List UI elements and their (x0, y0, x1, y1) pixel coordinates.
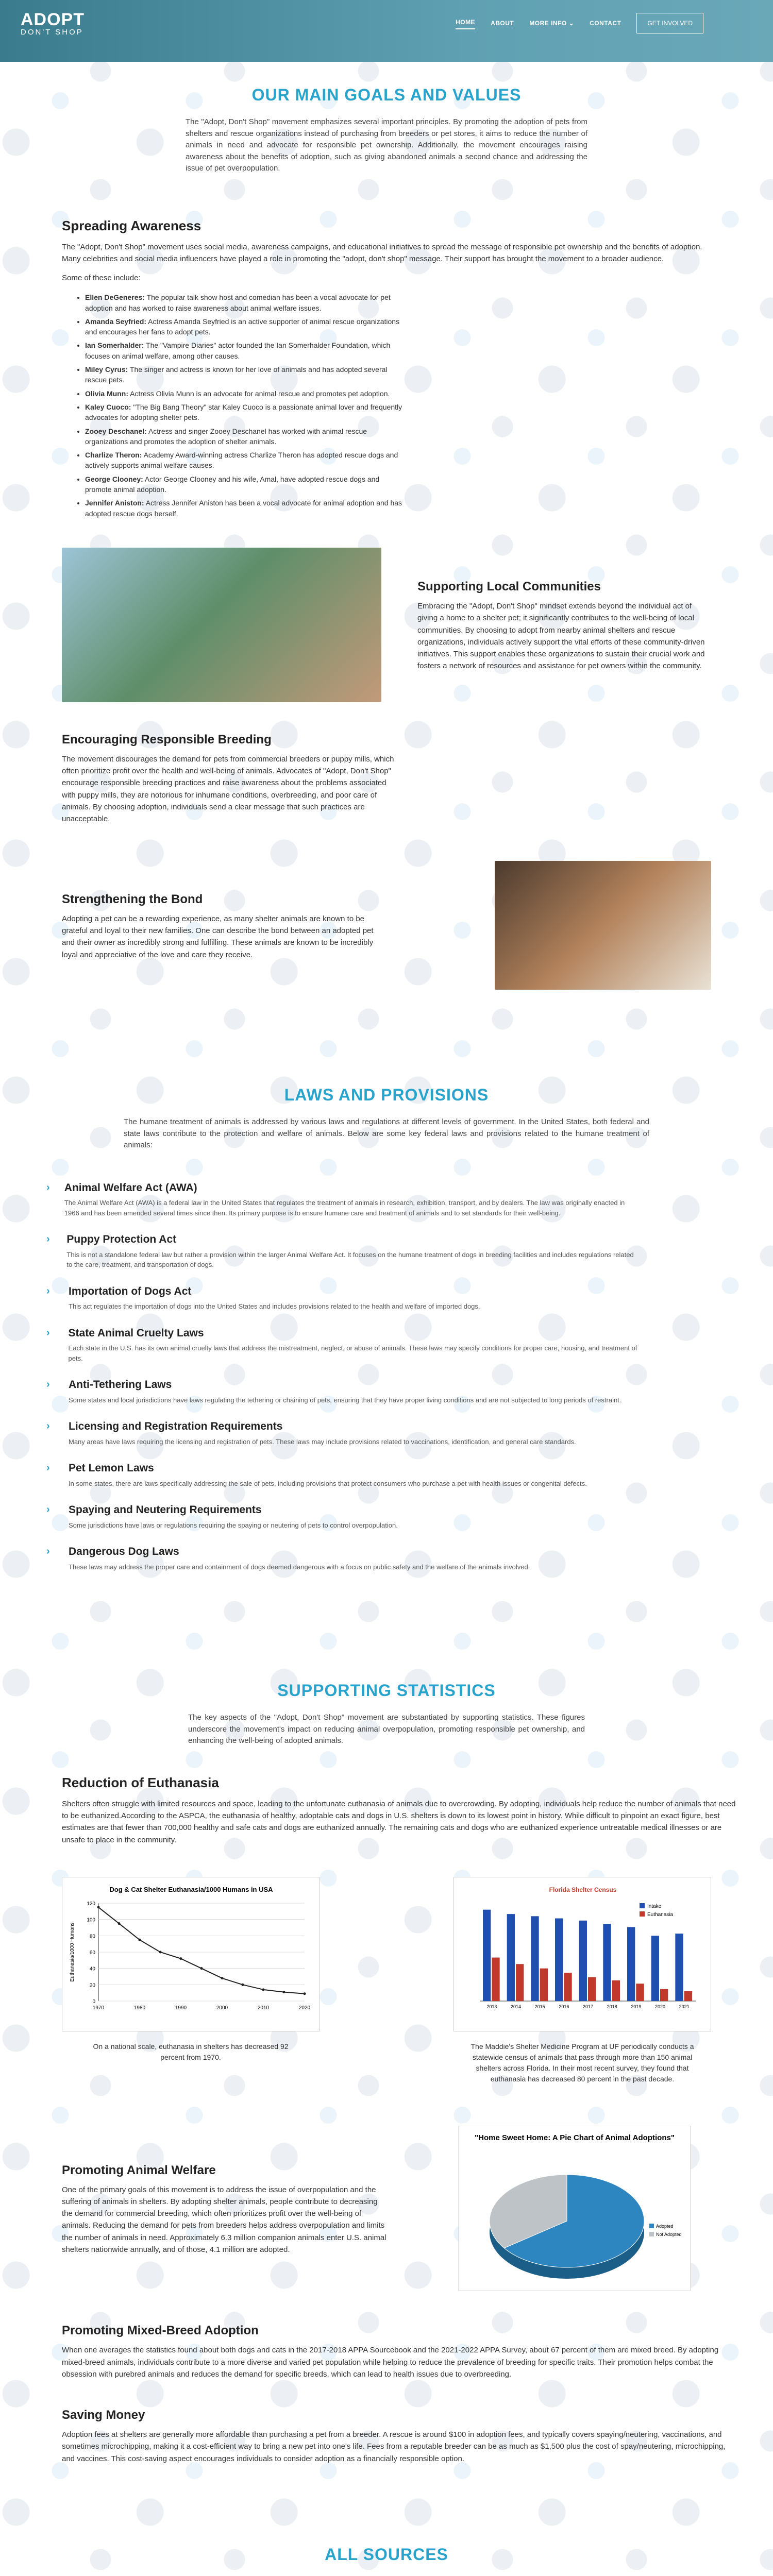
law-item (46, 1544, 639, 1572)
celebrity-text: Actress Amanda Seyfried is an active supporter of animal rescue organizations and encourages her fans to adopt pets. (85, 317, 400, 336)
data-point (180, 1957, 182, 1960)
law-text: The Animal Welfare Act (AWA) is a federal law in the United States that regulates the treatment of animals in research, exhibition, transport, and by dealers. The law was originally enacted in 1966 and has been amended several times since then. Its primary purpose is to ensure humane care and treatment of animals and to set standards for their well-being. (64, 1199, 625, 1217)
law-item (46, 1418, 639, 1447)
law-title: Puppy Protection Act (66, 1233, 177, 1246)
legend-label: Adopted (656, 2224, 674, 2229)
chevron-right-icon: › (46, 1285, 50, 1297)
laws-title: LAWS AND PROVISIONS (284, 1086, 489, 1105)
celebrity-name: Kaley Cuoco: (85, 402, 131, 411)
y-tick-label: 120 (87, 1901, 95, 1907)
x-tick-label: 2017 (582, 2004, 594, 2009)
legend-swatch (649, 2232, 654, 2236)
bar (636, 1984, 644, 2001)
celebrity-item (85, 292, 405, 313)
laws-list (0, 1151, 773, 1572)
y-tick-label: 40 (89, 1966, 95, 1972)
x-tick-label: 2019 (631, 2004, 642, 2009)
money-body: Adoption fees at shelters are generally more affordable than purchasing a pet from a breeder. A rescue is around $100 in adoption fees, and typically covers spaying/neutering, vaccinations, and sometimes microchipping, making it a cost-efficient way to bring a new pet into one's life. Fees from a reputable breeder can be as much as $1,500 plus the cost of spay/neutering, microchipping, and vaccines. This cost-saving aspect encourages individuals to consider adoption as a financially responsible option. (62, 2430, 726, 2463)
law-item (46, 1377, 639, 1405)
y-tick-label: 100 (87, 1917, 95, 1923)
celebrity-name: Charlize Theron: (85, 451, 142, 460)
data-point (262, 1988, 265, 1991)
awareness-section (31, 175, 742, 519)
celebrity-name: George Clooney: (85, 474, 143, 483)
celebrity-item (85, 426, 405, 447)
laws-intro: The humane treatment of animals is addressed by various laws and regulations at different levels of government. In the United States, both federal and state laws contribute to the protection and welfare of animals. Below are some key federal laws and provisions related to the humane treatment of animals: (124, 1117, 649, 1150)
chevron-right-icon: › (46, 1504, 50, 1516)
chevron-right-icon: › (46, 1462, 50, 1474)
pie-chart-title: "Home Sweet Home: A Pie Chart of Animal Adoptions" (475, 2133, 675, 2143)
celebrity-name: Ian Somerhalder: (85, 341, 144, 350)
law-title: State Animal Cruelty Laws (68, 1327, 204, 1339)
welfare-body: One of the primary goals of this movement is to address the issue of overpopulation and the suffering of animals in shelters. By adopting shelter animals, people contribute to decreasing the demand for commercial breeding, which often prioritizes profit over the well-being of animals. Reducing the demand for pets from breeders helps address overpopulation and limits the number of animals in need. Approximately 6.3 million companion animals enter U.S. animal shelters nationwide annually, and of those, 4.1 million are adopted. (62, 2185, 386, 2254)
sources-section (31, 2567, 742, 2576)
celebrity-name: Ellen DeGeneres: (85, 293, 145, 302)
stats-intro: The key aspects of the "Adopt, Don't Shop" movement are substantiated by supporting statistics. These figures underscore the movement's impact on reducing animal overpopulation, promoting responsible pet ownership, and enhancing the well-being of adopted animals. (188, 1713, 585, 1745)
x-tick-label: 2020 (298, 2005, 311, 2011)
bar (627, 1927, 635, 2001)
breeding-title: Encouraging Responsible Breeding (62, 732, 272, 747)
data-point (139, 1939, 141, 1941)
mixed-section (31, 2291, 742, 2380)
celebrity-text: Academy Award-winning actress Charlize Theron has adopted rescue dogs and actively supports animal welfare causes. (85, 451, 398, 470)
data-point (159, 1951, 162, 1953)
adoptions-pie-chart (438, 2126, 711, 2291)
law-text: Some jurisdictions have laws or regulations requiring the spaying or neutering of pets to control overpopulation. (69, 1521, 398, 1529)
law-text: Each state in the U.S. has its own animal cruelty laws that address the mistreatment, neglect, or abuse of animals. These laws may specify conditions for proper care, housing, and treatment of pets. (68, 1344, 637, 1362)
law-text: Many areas have laws requiring the licensing and registration of pets. These laws may include provisions related to vaccinations, identification, and general care standards. (69, 1437, 576, 1446)
data-point (221, 1977, 224, 1979)
mixed-title: Promoting Mixed-Breed Adoption (62, 2324, 259, 2338)
celebrity-name: Zooey Deschanel: (85, 427, 147, 435)
celebrity-name: Olivia Munn: (85, 389, 128, 398)
x-tick-label: 1980 (133, 2005, 146, 2011)
y-tick-label: 0 (92, 1998, 95, 2005)
celebrity-item (85, 388, 405, 399)
bar (579, 1921, 587, 2001)
law-item (46, 1180, 639, 1218)
y-tick-label: 80 (89, 1934, 95, 1940)
bar-chart-caption: The Maddie's Shelter Medicine Program at UF periodically conducts a statewide census of animals that pass through more than 150 animal shelters across Florida. In their most recent survey, they found that euthanasia has decreased 80 percent in the past decade. (470, 2042, 694, 2083)
celebrity-item (85, 364, 405, 385)
celebrity-name: Amanda Seyfried: (85, 317, 147, 326)
x-tick-label: 2016 (559, 2004, 569, 2009)
charts-row (31, 1846, 742, 2085)
legend-label: Not Adopted (656, 2232, 682, 2238)
bond-section (31, 825, 742, 990)
law-title: Importation of Dogs Act (69, 1285, 192, 1297)
x-tick-label: 1990 (175, 2005, 187, 2011)
law-title: Anti-Tethering Laws (69, 1379, 172, 1391)
y-tick-label: 60 (89, 1950, 95, 1956)
celebrity-name: Miley Cyrus: (85, 365, 128, 374)
local-title: Supporting Local Communities (417, 580, 601, 594)
celebrity-list (85, 292, 405, 519)
euthanasia-title: Reduction of Euthanasia (62, 1774, 219, 1790)
chevron-right-icon: › (46, 1420, 50, 1432)
law-text: These laws may address the proper care and containment of dogs deemed dangerous with a focus on public safety and the welfare of the animals involved. (69, 1563, 530, 1571)
bond-body: Adopting a pet can be a rewarding experience, as many shelter animals are known to be grateful and loyal to their new families. One can describe the bond between an adopted pet and their owner as incredibly strong and fulfilling. These animals are known to be incredibly loyal and appreciative of the love and care they receive. (62, 914, 374, 959)
stats-title: SUPPORTING STATISTICS (277, 1681, 496, 1700)
law-title: Pet Lemon Laws (69, 1462, 154, 1475)
bar (483, 1910, 491, 2001)
law-title: Spaying and Neutering Requirements (69, 1504, 262, 1516)
data-point (200, 1967, 203, 1970)
bar-chart-title: Florida Shelter Census (549, 1886, 617, 1893)
x-tick-label: 2021 (679, 2004, 690, 2009)
bar (492, 1957, 499, 2001)
x-tick-label: 2018 (607, 2004, 617, 2009)
money-title: Saving Money (62, 2408, 145, 2422)
law-text: This is not a standalone federal law but rather a provision within the larger Animal Welfare Act. It focuses on the humane treatment of dogs in breeding facilities and includes regulations related to the care, treatment, and transportation of dogs. (66, 1250, 634, 1269)
celebrity-text: Actor George Clooney and his wife, Amal, have adopted rescue dogs and promote animal adoption. (85, 474, 380, 494)
law-title: Licensing and Registration Requirements (69, 1420, 283, 1433)
x-tick-label: 1970 (92, 2005, 105, 2011)
money-section (31, 2380, 742, 2465)
x-tick-label: 2013 (486, 2004, 497, 2009)
chevron-right-icon: › (46, 1546, 50, 1557)
breeding-body: The movement discourages the demand for pets from commercial breeders or puppy mills, which often prioritize profit over the health and well-being of animals. Advocates of "Adopt, Don't Shop" encourage responsible breeding practices and raise awareness about the problems associated with puppy mills, they are notorious for inhumane conditions, overbreeding, and poor care of animals. By choosing adoption, individuals send a clear message that such practices are unacceptable. (62, 754, 394, 824)
nav-home[interactable]: HOME (456, 18, 475, 29)
bar (684, 1991, 692, 2001)
awareness-title: Spreading Awareness (62, 217, 201, 233)
woman-with-dog-photo (495, 861, 711, 990)
law-item (46, 1460, 639, 1488)
law-title: Animal Welfare Act (AWA) (64, 1181, 197, 1194)
celebrity-text: Actress Jennifer Aniston has been a vocal advocate for animal adoption and has adopted rescue dogs herself. (85, 499, 402, 518)
x-tick-label: 2010 (257, 2005, 270, 2011)
nav-contact[interactable]: CONTACT (590, 20, 621, 27)
welfare-section (31, 2084, 742, 2291)
bar (612, 1980, 620, 2001)
chevron-right-icon: › (46, 1233, 50, 1245)
euthanasia-body: Shelters often struggle with limited resources and space, leading to the unfortunate euthanasia of animals due to overcrowding. By adopting, individuals help reduce the number of animals that need to be euthanized.According to the ASPCA, the euthanasia of healthy, adoptable cats and dogs in U.S. shelters is down to its lowest point in history. While difficult to pinpoint an exact figure, best estimates are that fewer than 700,000 healthy and safe cats and dogs are euthanized annually. The remaining cats and dogs who are euthanized experience untreatable medical illnesses or are unsafe to place in the community. (62, 1799, 736, 1844)
celebrity-item (85, 402, 405, 423)
data-point (97, 1906, 100, 1908)
awareness-lead: Some of these include: (62, 274, 141, 282)
x-tick-label: 2014 (510, 2004, 522, 2009)
bar (555, 1918, 563, 2001)
x-tick-label: 2020 (654, 2004, 666, 2009)
goals-intro: The "Adopt, Don't Shop" movement emphasizes several important principles. By promoting the adoption of pets from shelters and rescue organizations instead of purchasing from breeders or pet stores, it aims to reduce the number of animals in need and advocate for responsible pet ownership. Additionally, the movement encourages raising awareness about the benefits of adoption, such as giving abandoned animals a second chance and addressing the issue of pet overpopulation. (186, 117, 587, 173)
bar (651, 1936, 659, 2001)
legend-swatch (640, 1911, 645, 1917)
bar (564, 1973, 572, 2001)
bar (588, 1977, 596, 2001)
bond-title: Strengthening the Bond (62, 892, 203, 906)
logo[interactable]: ADOPT DON'T SHOP (21, 9, 85, 37)
data-point (283, 1991, 285, 1993)
law-text: Some states and local jurisdictions have laws regulating the tethering or chaining of pets, ensuring that they have proper living conditions and are not subjected to long periods of restraint. (69, 1396, 621, 1404)
x-tick-label: 2000 (216, 2005, 228, 2011)
law-title: Dangerous Dog Laws (69, 1546, 179, 1558)
mixed-body: When one averages the statistics found about both dogs and cats in the 2017-2018 APPA Sourcebook and the 2021-2022 APPA Survey, about 67 percent of them are mixed breed. By adopting mixed-breed animals, individuals contribute to a more diverse and varied pet population while helping to reduce the prevalence of breeding for specific traits. Their promotion helps combat the obsession with purebred animals and reduces the demand for specific breeds, which can lead to health issues due to overbreeding. (62, 2346, 719, 2379)
chevron-right-icon: › (46, 1327, 50, 1338)
breeding-section (31, 702, 742, 825)
florida-bar-chart (453, 1877, 711, 2031)
data-point (118, 1922, 121, 1925)
law-item (46, 1231, 639, 1270)
law-text: This act regulates the importation of dogs into the United States and includes provisions related to the health and welfare of imported dogs. (69, 1302, 480, 1311)
series-line (98, 1907, 305, 1994)
legend-label: Euthanasia (647, 1911, 674, 1918)
law-item (46, 1325, 639, 1364)
nav-about[interactable]: ABOUT (491, 20, 514, 27)
data-point (242, 1984, 244, 1986)
data-point (304, 1992, 306, 1995)
local-body: Embracing the "Adopt, Don't Shop" mindset extends beyond the individual act of giving a home to a shelter pet; it significantly contributes to the well-being of local communities. By choosing to adopt from nearby animal shelters and rescue organizations, individuals actively support the vital efforts of these community-driven initiatives. This support enables these organizations to sustain their crucial work and fosters a network of resources and assistance for pet owners within the community. (417, 602, 705, 671)
celebrity-text: The "Vampire Diaries" actor founded the Ian Somerhalder Foundation, which focuses on animal welfare, among other causes. (85, 341, 391, 360)
get-involved-button[interactable]: GET INVOLVED (636, 13, 703, 33)
x-tick-label: 2015 (534, 2004, 545, 2009)
legend-swatch (640, 1903, 645, 1908)
y-tick-label: 20 (89, 1982, 95, 1989)
top-nav (0, 0, 773, 46)
celebrity-text: Actress and singer Zooey Deschanel has worked with animal rescue organizations and promotes the adoption of shelter animals. (85, 427, 367, 446)
legend-swatch (649, 2224, 654, 2228)
line-chart-title: Dog & Cat Shelter Euthanasia/1000 Humans in USA (109, 1885, 273, 1893)
chevron-right-icon: › (46, 1379, 50, 1391)
celebrity-text: The popular talk show host and comedian has been a vocal advocate for pet adoption and has worked to raise awareness about animal welfare issues. (85, 293, 391, 312)
sources-title: ALL SOURCES (325, 2545, 448, 2564)
bar (660, 1989, 668, 2001)
euthanasia-line-chart (62, 1877, 320, 2031)
bar (531, 1916, 539, 2001)
celebrity-text: "The Big Bang Theory" star Kaley Cuoco is a passionate animal lover and frequently advocates for adopting shelter pets. (85, 402, 402, 422)
welfare-title: Promoting Animal Welfare (62, 2163, 216, 2177)
chevron-right-icon: › (46, 1181, 50, 1193)
bar (516, 1964, 524, 2001)
bar (603, 1924, 611, 2001)
celebrity-text: Actress Olivia Munn is an advocate for animal rescue and promotes pet adoption. (128, 389, 390, 398)
bar (675, 1934, 683, 2001)
bar (540, 1969, 548, 2001)
legend-label: Intake (647, 1903, 662, 1909)
kids-with-pets-photo (62, 548, 381, 702)
law-item (46, 1502, 639, 1530)
celebrity-item (85, 474, 405, 495)
law-text: In some states, there are laws specifically addressing the sale of pets, including provisions that protect consumers who purchase a pet with health issues or congenital defects. (69, 1479, 587, 1487)
y-axis-label: Euthanasia/1000 Humans (70, 1922, 75, 1982)
line-chart-caption: On a national scale, euthanasia in shelters has decreased 92 percent from 1970. (93, 2042, 289, 2062)
celebrity-item (85, 340, 405, 361)
euthanasia-section (31, 1747, 742, 1846)
celebrity-name: Jennifer Aniston: (85, 499, 144, 507)
nav-more-info[interactable]: MORE INFO ⌄ (529, 20, 575, 27)
local-section (31, 522, 742, 702)
celebrity-item (85, 450, 405, 471)
celebrity-item (85, 316, 405, 337)
law-item (46, 1283, 639, 1312)
awareness-body: The "Adopt, Don't Shop" movement uses social media, awareness campaigns, and educational initiatives to spread the message of responsible pet ownership and the benefits of adoption. Many celebrities and social media influencers have played a role in promoting the "adopt, don't shop" message. Their support has brought the movement to a broader audience. (62, 242, 702, 263)
goals-title: OUR MAIN GOALS AND VALUES (251, 86, 522, 104)
celebrity-text: The singer and actress is known for her love of animals and has adopted several rescue pets. (85, 365, 388, 384)
celebrity-item (85, 498, 405, 519)
bar (507, 1914, 515, 2001)
